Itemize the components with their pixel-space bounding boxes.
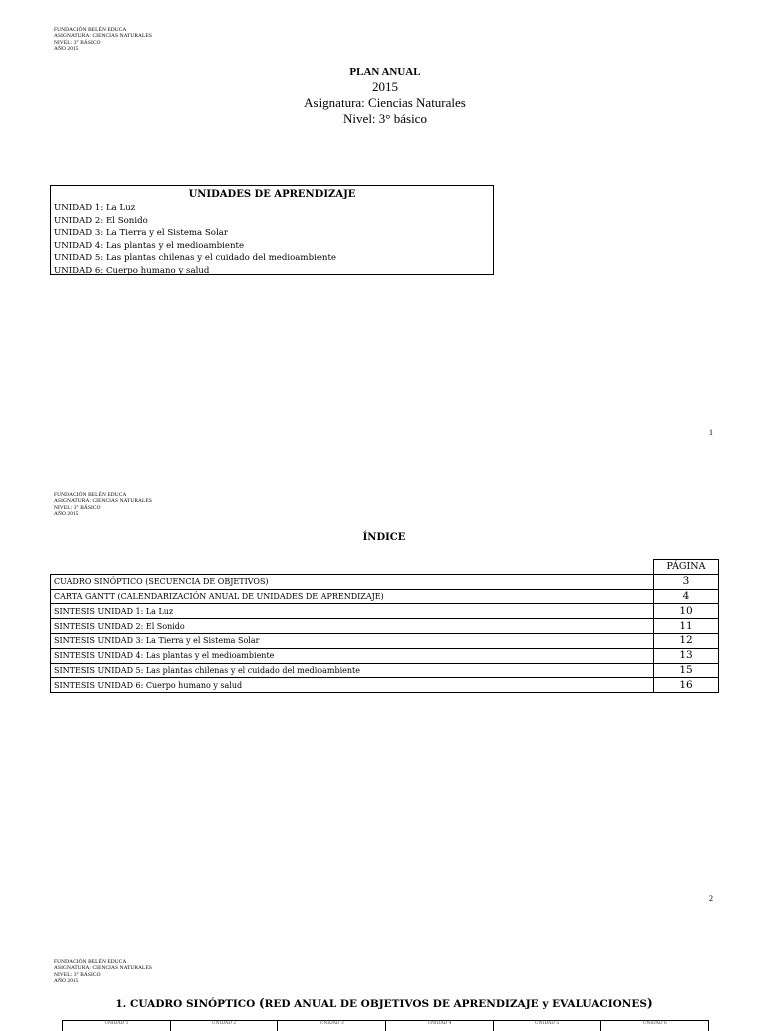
index-row-label: SINTESIS UNIDAD 6: Cuerpo humano y salud [51,678,654,693]
cuadro-title-paren-open: ( [258,996,265,1010]
index-table [50,559,719,693]
cuadro-column-header: UNIDAD 2 [171,1021,279,1031]
institution-header [54,492,152,517]
unit-item: UNIDAD 5: Las plantas chilenas y el cuidado del medioambiente [54,253,336,264]
page-number: 2 [709,894,713,903]
cuadro-title-main: RED ANUAL DE OBJETIVOS DE APRENDIZAJE y EVALUACIONES [264,998,647,1010]
plan-title: PLAN ANUAL [349,66,421,78]
unit-item: UNIDAD 4: Las plantas y el medioambiente [54,240,245,251]
cuadro-title-paren-close: ) [646,996,653,1010]
index-row-page: 13 [654,648,719,663]
cuadro-column-header: UNIDAD 3 [278,1021,386,1031]
index-row-label: CUADRO SINÓPTICO (SECUENCIA DE OBJETIVOS) [51,574,654,589]
units-heading: UNIDADES DE APRENDIZAJE [188,189,356,200]
cuadro-header-row [62,1020,709,1031]
institution-header [54,27,152,52]
unit-item: UNIDAD 2: El Sonido [54,215,148,226]
cuadro-column-header: UNIDAD 6 [601,1021,709,1031]
page-2 [0,464,768,928]
index-row-page: 15 [654,663,719,678]
plan-year: 2015 [372,79,398,94]
cuadro-title-prefix: 1. CUADRO SINÓPTICO [115,998,259,1010]
page-number: 1 [709,428,713,437]
header-line: FUNDACIÓN BELÉN EDUCA [54,959,127,965]
index-row [51,663,719,678]
unit-item: UNIDAD 1: La Luz [54,203,136,213]
index-row [51,678,719,693]
index-header-row [51,560,719,575]
page-3 [0,928,768,1024]
cuadro-column-header: UNIDAD 4 [386,1021,494,1031]
index-row [51,604,719,619]
index-title: ÍNDICE [362,532,406,543]
header-line: FUNDACIÓN BELÉN EDUCA [54,27,127,33]
index-row-page: 10 [654,604,719,619]
index-row-label: SINTESIS UNIDAD 5: Las plantas chilenas y el cuidado del medioambiente [51,663,654,678]
cuadro-sinoptico-title [60,996,708,1010]
plan-subject: Asignatura: Ciencias Naturales [304,95,466,110]
header-line: NIVEL: 3° BÁSICO [54,39,101,46]
index-header-spacer [51,560,654,575]
header-line: FUNDACIÓN BELÉN EDUCA [54,492,127,498]
header-line: NIVEL: 3° BÁSICO [54,504,101,511]
units-box [50,185,494,275]
header-line: NIVEL: 3° BÁSICO [54,971,101,978]
header-line: AÑO 2015 [54,510,79,517]
header-line: ASIGNATURA: CIENCIAS NATURALES [54,965,152,972]
header-line: ASIGNATURA: CIENCIAS NATURALES [54,33,152,40]
index-row-page: 4 [654,589,719,604]
index-row-label: SINTESIS UNIDAD 4: Las plantas y el medioambiente [51,648,654,663]
header-line: AÑO 2015 [54,45,79,52]
cuadro-column-header: UNIDAD 5 [494,1021,602,1031]
plan-level: Nivel: 3° básico [343,111,427,126]
header-line: AÑO 2015 [54,977,79,984]
unit-item: UNIDAD 6: Cuerpo humano y salud [54,265,210,276]
index-row-label: SINTESIS UNIDAD 1: La Luz [51,604,654,619]
index-row [51,633,719,648]
cuadro-column-header: UNIDAD 1 [63,1021,171,1031]
header-line: ASIGNATURA: CIENCIAS NATURALES [54,498,152,505]
index-row-page: 16 [654,678,719,693]
index-row-label: CARTA GANTT (CALENDARIZACIÓN ANUAL DE UNIDADES DE APRENDIZAJE) [51,589,654,604]
index-row-page: 11 [654,619,719,634]
index-row [51,574,719,589]
page-1 [0,0,768,464]
index-row-page: 12 [654,633,719,648]
unit-item: UNIDAD 3: La Tierra y el Sistema Solar [54,228,228,239]
index-row [51,589,719,604]
index-row [51,648,719,663]
index-row-label: SINTESIS UNIDAD 2: El Sonido [51,619,654,634]
plan-title-block [240,66,530,127]
institution-header [54,959,152,984]
index-row-page: 3 [654,574,719,589]
page-column-header: PÁGINA [654,560,719,575]
index-row [51,619,719,634]
index-row-label: SINTESIS UNIDAD 3: La Tierra y el Sistema Solar [51,633,654,648]
